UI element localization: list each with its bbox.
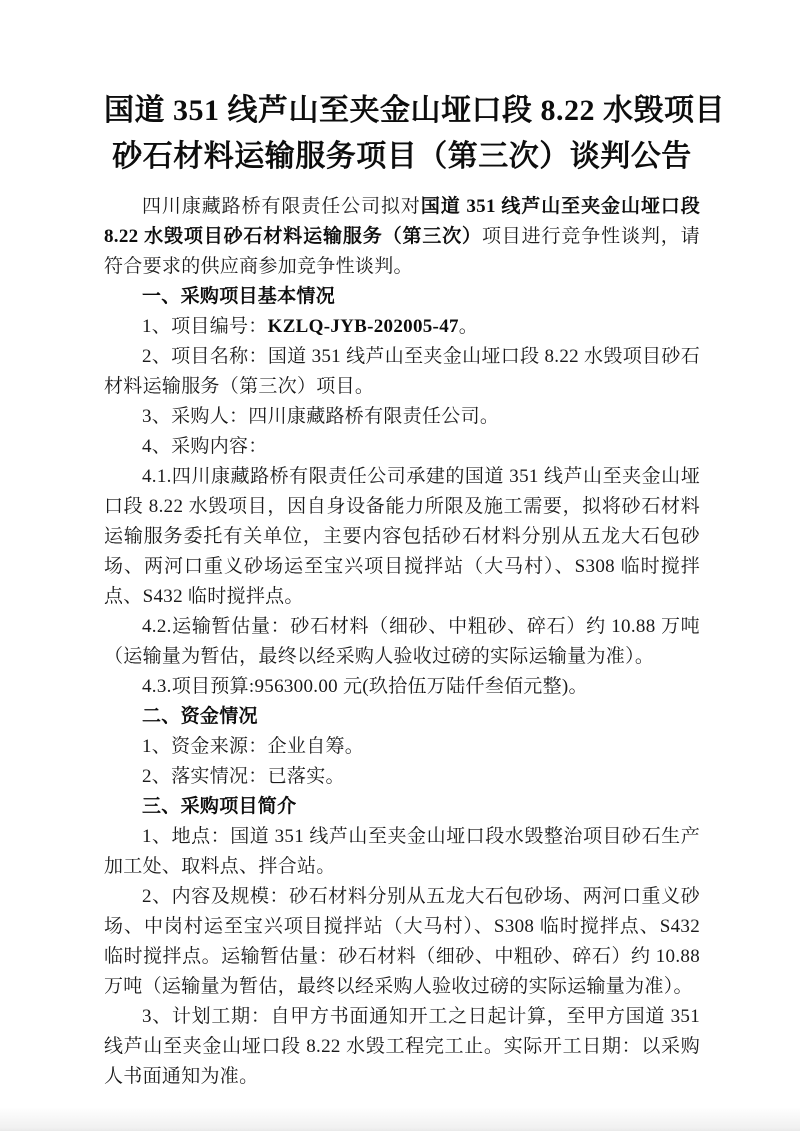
intro-text-pre: 四川康藏路桥有限责任公司拟对 [142, 196, 421, 217]
project-number-value: KZLQ-JYB-202005-47 [267, 316, 459, 337]
document-title [104, 88, 725, 180]
project-number-label: 1、项目编号： [142, 316, 268, 337]
section2-item1-funding-source: 1、资金来源：企业自筹。 [142, 736, 365, 757]
scan-bottom-shadow [0, 1107, 800, 1131]
document-title-line-1: 国道 351 线芦山至夹金山垭口段 8.22 水毁项目 [104, 94, 725, 127]
section3-item2-scope: 2、内容及规模：砂石材料分别从五龙大石包砂场、两河口重义砂场、中岗村运至宝兴项目搅拌站（大马村）、S308 临时搅拌点、S432 临时搅拌点。运输暂估量：砂石材料（细砂、中粗砂、碎石）约 10.88 万吨（运输量为暂估，最终以经采购人验收过磅的实际运输量为准）。 [104, 886, 700, 997]
section3-heading: 三、采购项目简介 [142, 796, 297, 817]
section1-item2-project-name: 2、项目名称：国道 351 线芦山至夹金山垭口段 8.22 水毁项目砂石材料运输服务（第三次）项目。 [104, 346, 700, 397]
section3-item3-schedule: 3、计划工期：自甲方书面通知开工之日起计算，至甲方国道 351 线芦山至夹金山垭口段 8.22 水毁工程完工止。实际开工日期：以采购人书面通知为准。 [104, 1006, 700, 1087]
section2-heading: 二、资金情况 [142, 706, 258, 727]
section1-item4-2-estimated-volume: 4.2.运输暂估量：砂石材料（细砂、中粗砂、碎石）约 10.88 万吨（运输量为暂估，最终以经采购人验收过磅的实际运输量为准）。 [104, 616, 700, 667]
intro-project-name-bold: 国道 351 线芦山至夹金山垭口段 8.22 水毁项目砂石材料运输服务（第三次） [104, 196, 700, 247]
section1-item4-3-budget: 4.3.项目预算:956300.00 元(玖拾伍万陆仟叁佰元整)。 [142, 676, 588, 697]
project-number-period: 。 [458, 316, 479, 337]
section2-item2-funding-status: 2、落实情况：已落实。 [142, 766, 345, 787]
intro-text-post: 项目进行竞争性谈判，请符合要求的供应商参加竞争性谈判。 [104, 226, 700, 277]
section1-heading: 一、采购项目基本情况 [142, 286, 336, 307]
section1-item4-content-label: 4、采购内容： [142, 436, 268, 457]
section1-item4-1-content-detail: 4.1.四川康藏路桥有限责任公司承建的国道 351 线芦山至夹金山垭口段 8.22 水毁项目，因自身设备能力所限及施工需要，拟将砂石材料运输服务委托有关单位，主要内容包括砂石材料分别从五龙大石包砂场、两河口重义砂场运至宝兴项目搅拌站（大马村）、S308 临时搅拌点、S432 临时搅拌点。 [104, 466, 700, 607]
section3-item1-location: 1、地点：国道 351 线芦山至夹金山垭口段水毁整治项目砂石生产加工处、取料点、拌合站。 [104, 826, 700, 877]
section1-item3-purchaser: 3、采购人：四川康藏路桥有限责任公司。 [142, 406, 500, 427]
document-title-line-2: 砂石材料运输服务项目（第三次）谈判公告 [112, 140, 692, 173]
section1-item1-project-number [104, 312, 700, 342]
intro-paragraph [104, 192, 700, 282]
